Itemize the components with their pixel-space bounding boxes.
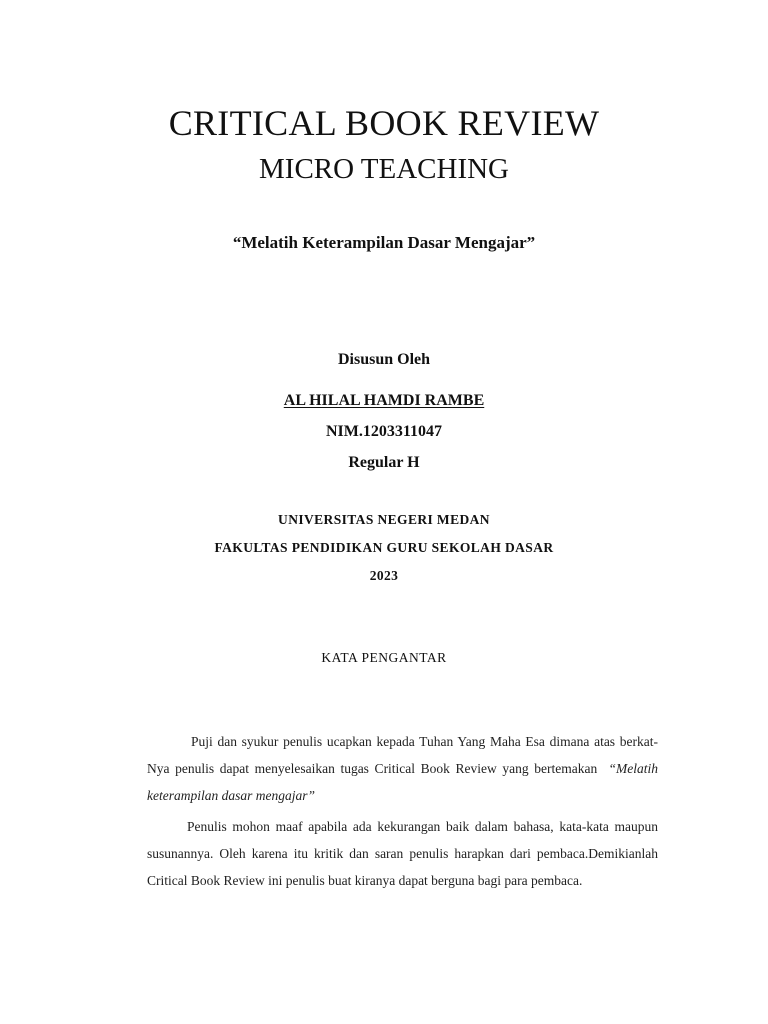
- author-name: AL HILAL HAMDI RAMBE: [283, 392, 485, 409]
- foreword-theme-quote: “Melatih keterampilan dasar mengajar”: [147, 761, 658, 803]
- faculty-name: FAKULTAS PENDIDIKAN GURU SEKOLAH DASAR: [214, 540, 554, 555]
- foreword-paragraph-2: Penulis mohon maaf apabila ada kekurangan baik dalam bahasa, kata-kata maupun susunannya. Oleh karena itu kritik dan saran penulis harapkan dari pembaca.Demikianlah Critical Book Review ini penulis buat kiranya dapat berguna bagi para pembaca.: [147, 819, 658, 888]
- author-label: Disusun Oleh: [337, 351, 431, 368]
- foreword-heading: KATA PENGANTAR: [321, 650, 447, 665]
- foreword-paragraph-1: [147, 728, 658, 809]
- foreword-paragraph-1-text: Puji dan syukur penulis ucapkan kepada Tuhan Yang Maha Esa dimana atas berkat-Nya penulis dapat menyelesaikan tugas Critical Book Review yang bertemakan: [147, 734, 658, 776]
- author-class: Regular H: [348, 454, 420, 471]
- author-nim: NIM.1203311047: [326, 423, 442, 440]
- year: 2023: [369, 568, 399, 583]
- university-name: UNIVERSITAS NEGERI MEDAN: [278, 512, 490, 527]
- document-subtitle: MICRO TEACHING: [259, 153, 509, 185]
- theme-quote: “Melatih Keterampilan Dasar Mengajar”: [232, 233, 536, 252]
- author-name-line: [0, 392, 768, 410]
- document-title: CRITICAL BOOK REVIEW: [168, 103, 600, 143]
